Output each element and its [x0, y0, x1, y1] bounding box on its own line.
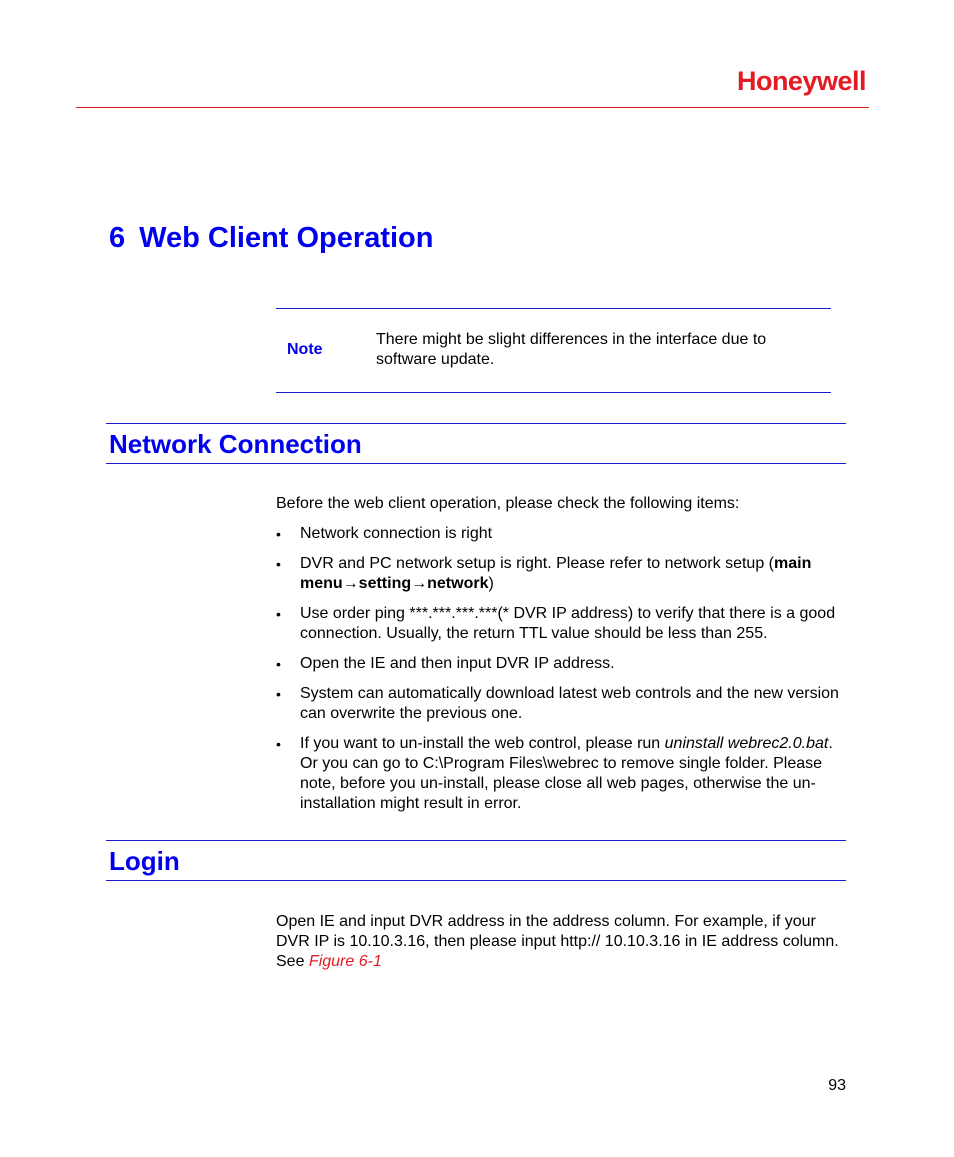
list-item-text: DVR and PC network setup is right. Please refer to network setup (: [300, 555, 774, 572]
menu-path-main: main menu: [300, 555, 812, 592]
bullet-icon: •: [276, 686, 281, 702]
menu-path-setting: setting: [358, 575, 412, 592]
list-item: [276, 734, 846, 814]
checklist: [276, 524, 846, 824]
list-item-text: System can automatically download latest web controls and the new version can overwrite the previous one.: [300, 685, 839, 722]
list-item: [276, 684, 846, 724]
list-item-text: Network connection is right: [300, 525, 493, 542]
bullet-icon: •: [276, 606, 281, 622]
menu-path-network: network: [427, 575, 489, 592]
figure-link[interactable]: Figure 6-1: [308, 953, 382, 970]
note-box: [276, 308, 831, 393]
honeywell-logo: Honeywell: [736, 66, 866, 96]
bullet-icon: •: [276, 556, 281, 572]
list-item-text-end: ): [488, 575, 494, 592]
list-item: [276, 654, 846, 674]
list-item: [276, 604, 846, 644]
list-item-text-end: . Or you can go to C:\Program Files\webrec to remove single folder. Please note, before you un-install, please close all web pages, otherwise the un-installation might result in error.: [300, 735, 833, 812]
login-text: Open IE and input DVR address in the address column. For example, if your DVR IP is 10.10.3.16, then please input http:// 10.10.3.16 in IE address column. See: [276, 913, 839, 970]
list-item-text: Open the IE and then input DVR IP address.: [300, 655, 615, 672]
uninstall-script-name: uninstall webrec2.0.bat: [664, 735, 829, 752]
bullet-icon: •: [276, 736, 281, 752]
list-item-text: If you want to un-install the web control, please run: [300, 735, 665, 752]
bullet-icon: •: [276, 656, 281, 672]
arrow-right-icon: →: [342, 575, 359, 592]
list-item-text: Use order ping ***.***.***.***(* DVR IP address) to verify that there is a good connection. Usually, the return TTL value should be less than 255.: [300, 605, 836, 642]
bullet-icon: •: [276, 526, 281, 542]
login-paragraph: [276, 912, 846, 972]
chapter-number: 6: [109, 222, 126, 254]
list-item: [276, 524, 846, 544]
note-text: There might be slight differences in the interface due to software update.: [376, 331, 767, 368]
header-divider: [76, 107, 869, 108]
section-heading-login: Login: [109, 846, 180, 876]
chapter-title: [109, 222, 433, 255]
section-login: [106, 840, 846, 881]
chapter-title-text: Web Client Operation: [139, 222, 434, 254]
note-label: Note: [287, 341, 323, 358]
section-heading-network: Network Connection: [109, 429, 362, 459]
section-network-connection: [106, 423, 846, 464]
arrow-right-icon: →: [411, 575, 428, 592]
network-intro: Before the web client operation, please check the following items:: [276, 495, 740, 512]
list-item: [276, 554, 846, 594]
page-number: 93: [828, 1077, 846, 1094]
